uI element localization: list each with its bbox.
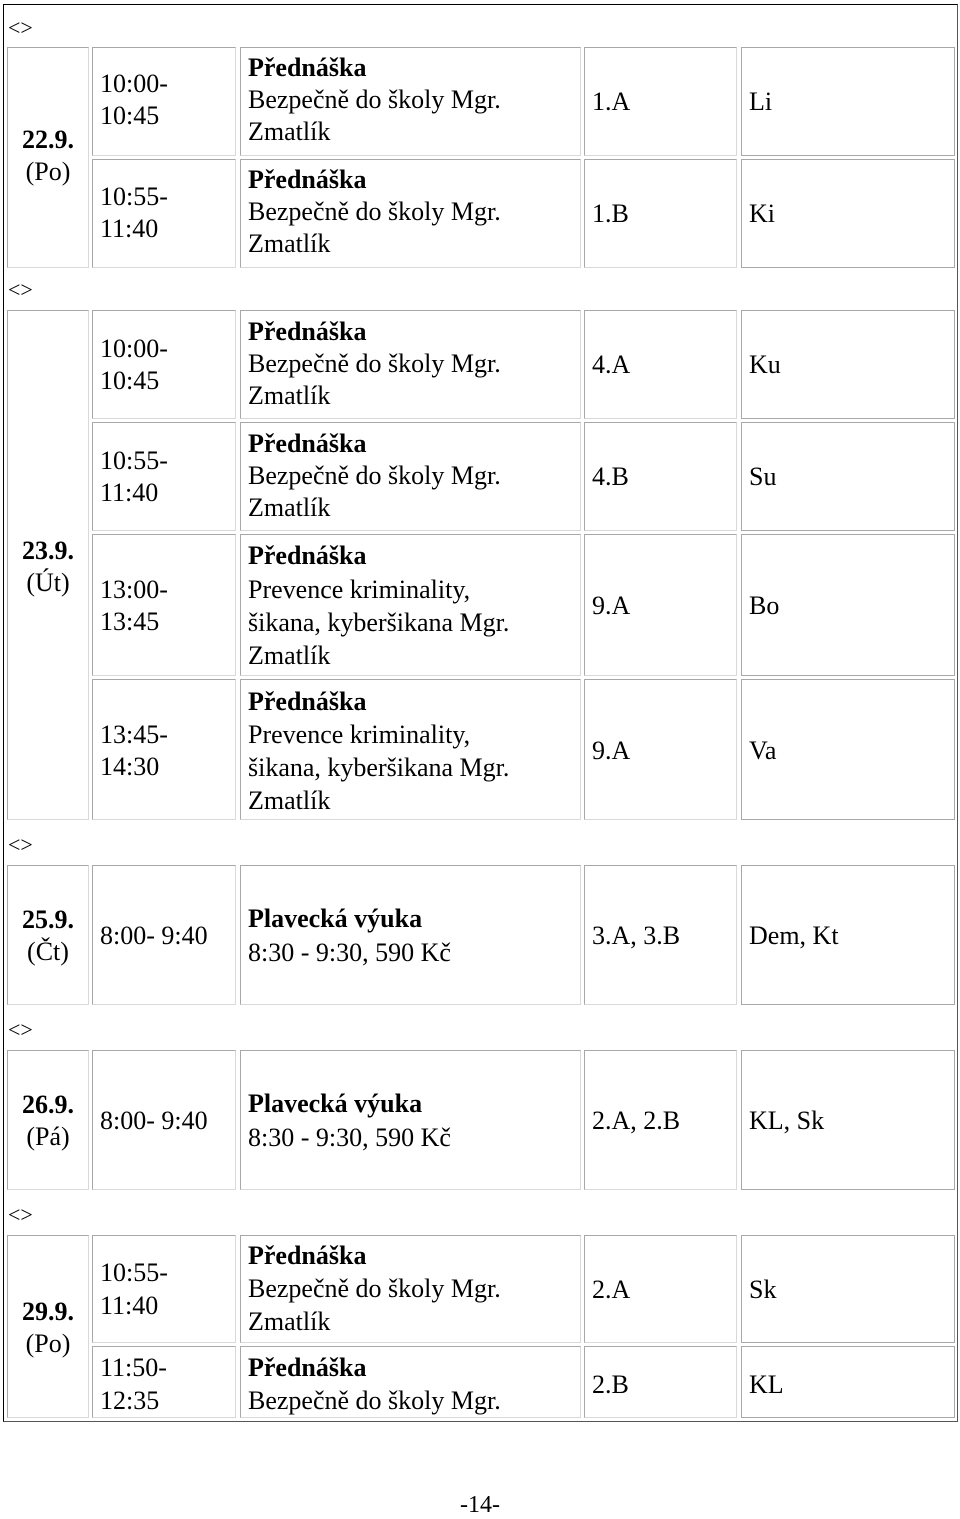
teacher-label: Su bbox=[749, 462, 777, 491]
time-end: 14:30 bbox=[100, 752, 160, 781]
time-end: 12:35 bbox=[100, 1386, 160, 1415]
event-desc: Zmatlík bbox=[248, 641, 331, 670]
time-cell bbox=[92, 1235, 236, 1343]
event-title: Plavecká výuka bbox=[248, 1089, 423, 1118]
event-desc: Prevence kriminality, bbox=[248, 720, 471, 749]
day4-date: 26.9. bbox=[22, 1090, 74, 1119]
section-marker: <> bbox=[8, 15, 33, 40]
event-desc: Zmatlík bbox=[248, 117, 331, 146]
event-title: Přednáška bbox=[248, 165, 367, 194]
event-desc: Zmatlík bbox=[248, 229, 331, 258]
event-desc: šikana, kyberšikana Mgr. bbox=[248, 608, 510, 637]
event-desc: 8:30 - 9:30, 590 Kč bbox=[248, 1123, 451, 1152]
teacher-label: Li bbox=[749, 87, 773, 116]
time-start: 10:55- bbox=[100, 182, 168, 211]
event-desc: Bezpečně do školy Mgr. bbox=[248, 1274, 501, 1303]
teacher-cell bbox=[741, 47, 955, 156]
time-range: 8:00- 9:40 bbox=[100, 1106, 208, 1135]
time-start: 10:00- bbox=[100, 69, 168, 98]
day5-weekday: (Po) bbox=[25, 1329, 71, 1358]
class-label: 2.A bbox=[592, 1275, 631, 1304]
event-desc: Zmatlík bbox=[248, 381, 331, 410]
event-cell bbox=[240, 1050, 581, 1190]
teacher-label: Sk bbox=[749, 1275, 777, 1304]
class-label: 9.A bbox=[592, 591, 631, 620]
time-start: 10:55- bbox=[100, 446, 168, 475]
time-end: 10:45 bbox=[100, 101, 160, 130]
event-desc: Zmatlík bbox=[248, 786, 331, 815]
teacher-label: Ki bbox=[749, 199, 775, 228]
time-end: 11:40 bbox=[100, 1291, 159, 1320]
section-marker: <> bbox=[8, 277, 33, 302]
page-number: -14- bbox=[460, 1492, 500, 1518]
day3-weekday: (Čt) bbox=[27, 937, 69, 966]
class-label: 2.B bbox=[592, 1370, 629, 1399]
class-label: 1.B bbox=[592, 199, 629, 228]
event-desc: Zmatlík bbox=[248, 493, 331, 522]
teacher-label: Ku bbox=[749, 350, 781, 379]
day3-date: 25.9. bbox=[22, 905, 74, 934]
time-start: 10:00- bbox=[100, 334, 168, 363]
day2-weekday: (Út) bbox=[26, 568, 70, 597]
day1-date: 22.9. bbox=[22, 125, 74, 154]
time-end: 11:40 bbox=[100, 214, 159, 243]
event-title: Přednáška bbox=[248, 541, 367, 570]
event-title: Přednáška bbox=[248, 317, 367, 346]
time-start: 13:00- bbox=[100, 575, 168, 604]
event-desc: šikana, kyberšikana Mgr. bbox=[248, 753, 510, 782]
event-desc: Bezpečně do školy Mgr. bbox=[248, 197, 501, 226]
event-desc: Bezpečně do školy Mgr. bbox=[248, 1386, 501, 1415]
day2-date: 23.9. bbox=[22, 536, 74, 565]
class-label: 3.A, 3.B bbox=[592, 921, 681, 950]
day5-date: 29.9. bbox=[22, 1297, 74, 1326]
teacher-label: Va bbox=[749, 736, 777, 765]
day4-weekday: (Pá) bbox=[26, 1122, 70, 1151]
time-range: 8:00- 9:40 bbox=[100, 921, 208, 950]
event-desc: 8:30 - 9:30, 590 Kč bbox=[248, 938, 451, 967]
event-title: Přednáška bbox=[248, 1241, 367, 1270]
section-marker: <> bbox=[8, 1202, 33, 1227]
class-label: 4.A bbox=[592, 350, 631, 379]
teacher-label: Dem, Kt bbox=[749, 921, 839, 950]
event-desc: Zmatlík bbox=[248, 1307, 331, 1336]
class-label: 2.A, 2.B bbox=[592, 1106, 681, 1135]
time-end: 13:45 bbox=[100, 607, 160, 636]
event-title: Přednáška bbox=[248, 687, 367, 716]
event-desc: Bezpečně do školy Mgr. bbox=[248, 349, 501, 378]
event-desc: Bezpečně do školy Mgr. bbox=[248, 85, 501, 114]
section-marker: <> bbox=[8, 1017, 33, 1042]
event-title: Přednáška bbox=[248, 1353, 367, 1382]
teacher-label: KL, Sk bbox=[749, 1106, 825, 1135]
time-start: 10:55- bbox=[100, 1258, 168, 1287]
time-end: 10:45 bbox=[100, 366, 160, 395]
class-label: 4.B bbox=[592, 462, 629, 491]
class-label: 1.A bbox=[592, 87, 631, 116]
event-cell bbox=[240, 865, 581, 1005]
time-start: 13:45- bbox=[100, 720, 168, 749]
time-start: 11:50- bbox=[100, 1353, 167, 1382]
teacher-label: KL bbox=[749, 1370, 784, 1399]
class-label: 9.A bbox=[592, 736, 631, 765]
event-title: Přednáška bbox=[248, 53, 367, 82]
section-marker: <> bbox=[8, 832, 33, 857]
event-desc: Bezpečně do školy Mgr. bbox=[248, 461, 501, 490]
day1-weekday: (Po) bbox=[25, 157, 71, 186]
teacher-label: Bo bbox=[749, 591, 780, 620]
event-desc: Prevence kriminality, bbox=[248, 575, 471, 604]
event-title: Plavecká výuka bbox=[248, 904, 423, 933]
event-title: Přednáška bbox=[248, 429, 367, 458]
time-end: 11:40 bbox=[100, 478, 159, 507]
